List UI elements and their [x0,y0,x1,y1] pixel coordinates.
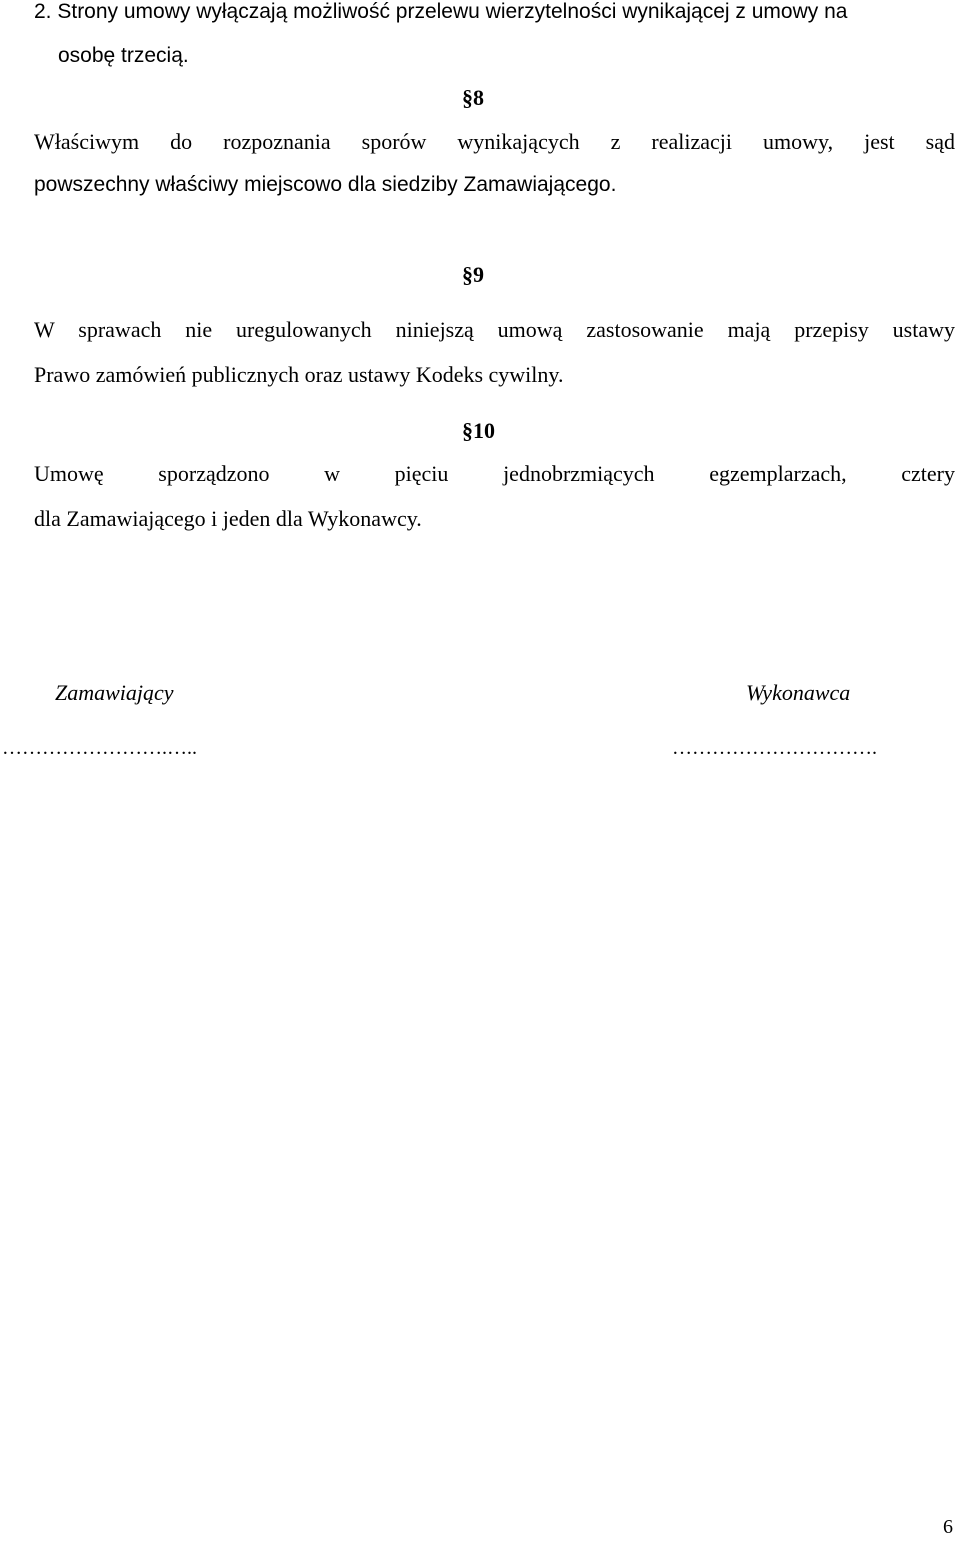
clause-item-2-line-1: 2. Strony umowy wyłączają możliwość przelewu wierzytelności wynikającej z umowy na [34,0,848,23]
signature-label-ordering-party: Zamawiający [55,680,174,705]
page-number: 6 [943,1516,953,1538]
section-9-line-1: W sprawach nie uregulowanych niniejszą umową zastosowanie mają przepisy ustawy [34,317,955,342]
signature-line-contractor: …………………………. [672,737,877,759]
section-8-heading: §8 [462,85,484,110]
section-10-line-1: Umowę sporządzono w pięciu jednobrzmiących egzemplarzach, cztery [34,461,955,486]
section-10-line-2: dla Zamawiającego i jeden dla Wykonawcy. [34,506,422,531]
section-8-line-1: Właściwym do rozpoznania sporów wynikających z realizacji umowy, jest sąd [34,129,955,154]
clause-item-2-line-2: osobę trzecią. [58,44,189,67]
section-9-line-2: Prawo zamówień publicznych oraz ustawy Kodeks cywilny. [34,362,564,387]
section-9-heading: §9 [462,262,484,287]
signature-line-ordering-party: …………………….….. [2,737,197,759]
section-8-line-2: powszechny właściwy miejscowo dla siedziby Zamawiającego. [34,173,617,196]
section-10-heading: §10 [462,418,495,443]
signature-label-contractor: Wykonawca [746,680,851,705]
